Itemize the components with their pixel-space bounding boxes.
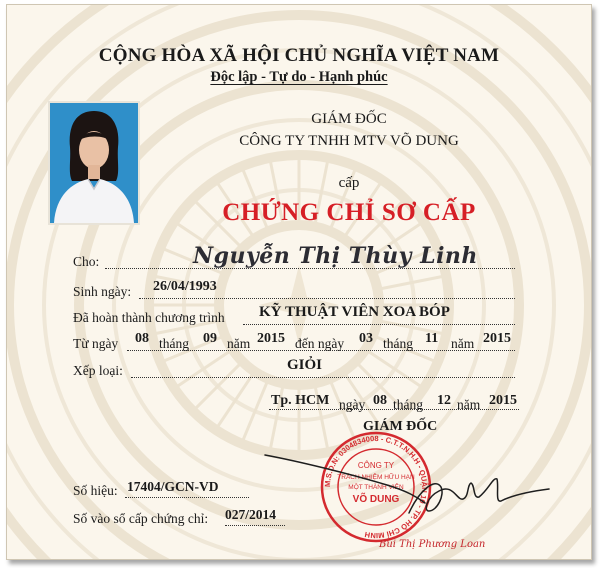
signer-title: GIÁM ĐỐC [363,419,438,434]
to-label: đến ngày [295,336,345,351]
official-seal [257,427,557,547]
issue-day-label: ngày [339,397,366,412]
to-year: 2015 [483,331,511,346]
serial-value: 17404/GCN-VD [127,479,219,494]
issue-month-label: tháng [393,397,423,412]
year-label: năm [227,336,251,351]
year-label: năm [451,336,475,351]
seal-ring-text: M.S.D.N: 0304834008 - C.T.T.N.H.H - QUẬN 10 - TP. HỒ CHÍ MINH [322,433,430,541]
seal-line-4: VÕ DUNG [352,494,400,505]
issue-year-label: năm [457,397,481,412]
dotted-line [243,324,515,325]
issue-year: 2015 [489,393,517,408]
national-motto: Độc lập - Tự do - Hạnh phúc [210,69,388,85]
to-month: 11 [425,331,439,346]
dotted-line [131,377,515,378]
issue-day: 08 [373,393,387,408]
seal-line-3: MỘT THÀNH VIÊN [348,484,404,491]
certificate-title: CHỨNG CHỈ SƠ CẤP [222,199,476,226]
recipient-name: Nguyễn Thị Thùy Linh [193,243,478,269]
to-day: 03 [359,331,373,346]
grade-value: GIỎI [287,357,323,373]
company-name: CÔNG TY TNHH MTV VÕ DUNG [239,133,459,149]
grants-word: cấp [338,175,360,191]
grade-label: Xếp loại: [73,363,123,378]
national-title: CỘNG HÒA XÃ HỘI CHỦ NGHĨA VIỆT NAM [98,45,500,66]
seal-line-2: TRÁCH NHIỆM HỮU HẠN [337,474,415,481]
handwritten-signature [265,455,549,513]
dotted-line [225,525,285,526]
dotted-line [139,298,515,299]
program-value: KỸ THUẬT VIÊN XOA BÓP [259,304,450,320]
director-heading: GIÁM ĐỐC [311,111,387,127]
dob-value: 26/04/1993 [153,279,217,294]
month-label: tháng [383,336,413,351]
dotted-line [125,497,249,498]
issue-month: 12 [437,393,451,408]
issue-place: Tp. HCM [271,393,330,408]
book-value: 027/2014 [225,507,277,522]
dob-label: Sinh ngày: [73,284,132,299]
program-label: Đã hoàn thành chương trình [73,310,225,325]
serial-label: Số hiệu: [73,483,118,498]
portrait-photo [48,101,140,225]
from-day: 08 [135,331,149,346]
signer-name: Bùi Thị Phương Loan [379,539,486,550]
seal-line-1: CÔNG TY [357,461,395,470]
recipient-label: Cho: [73,254,100,269]
from-month: 09 [203,331,217,346]
from-year: 2015 [257,331,285,346]
month-label: tháng [159,336,189,351]
certificate-card [6,4,592,560]
from-label: Từ ngày [73,336,119,351]
book-label: Số vào sổ cấp chứng chỉ: [73,511,209,526]
